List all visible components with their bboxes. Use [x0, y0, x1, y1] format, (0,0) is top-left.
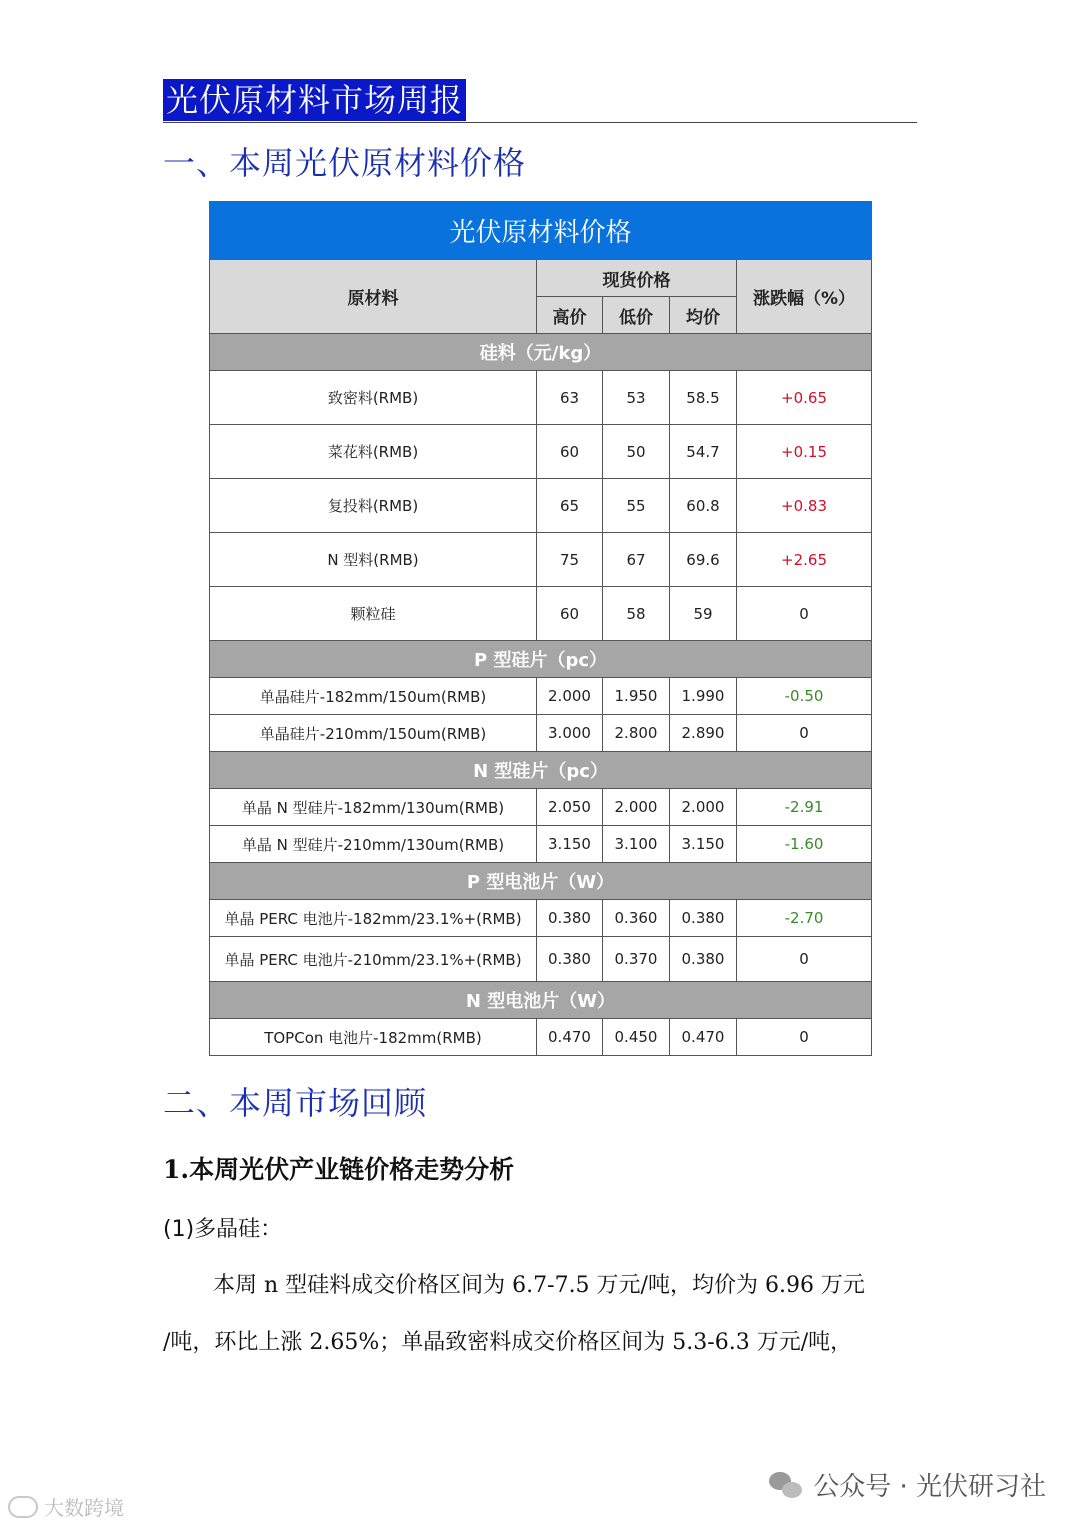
- cell-change: 0: [737, 587, 872, 641]
- cell-low: 2.800: [603, 715, 670, 752]
- cell-low: 2.000: [603, 789, 670, 826]
- cell-high: 3.150: [537, 826, 603, 863]
- cell-material: 单晶 PERC 电池片-210mm/23.1%+(RMB): [210, 937, 537, 982]
- cell-high: 0.470: [537, 1019, 603, 1056]
- subsection-heading: 1.本周光伏产业链价格走势分析: [163, 1155, 515, 1184]
- cell-material: 菜花料(RMB): [210, 425, 537, 479]
- table-row: [210, 826, 872, 863]
- cell-high: 0.380: [537, 937, 603, 982]
- cell-change: 0: [737, 1019, 872, 1056]
- header-change: 涨跌幅（%）: [737, 260, 872, 334]
- cell-avg: 54.7: [670, 425, 737, 479]
- corner-logo-text: 大数跨境: [44, 1496, 124, 1520]
- cell-avg: 1.990: [670, 678, 737, 715]
- header-spot-price: 现货价格: [537, 260, 737, 297]
- section-heading-prices: 一、本周光伏原材料价格: [163, 144, 527, 182]
- group-header: P 型电池片（W）: [210, 863, 872, 900]
- section-heading-review: 二、本周市场回顾: [163, 1084, 428, 1122]
- cell-high: 60: [537, 425, 603, 479]
- cell-material: 单晶硅片-182mm/150um(RMB): [210, 678, 537, 715]
- group-header: N 型硅片（pc）: [210, 752, 872, 789]
- cell-material: 单晶 N 型硅片-182mm/130um(RMB): [210, 789, 537, 826]
- cell-low: 50: [603, 425, 670, 479]
- cell-material: 单晶 PERC 电池片-182mm/23.1%+(RMB): [210, 900, 537, 937]
- item-label-polysilicon: (1)多晶硅：: [163, 1217, 283, 1242]
- cell-low: 0.370: [603, 937, 670, 982]
- cell-change: 0: [737, 937, 872, 982]
- header-low: 低价: [603, 297, 670, 334]
- cell-avg: 0.380: [670, 937, 737, 982]
- cell-change: +0.15: [737, 425, 872, 479]
- cell-low: 0.450: [603, 1019, 670, 1056]
- corner-logo-icon: [8, 1496, 38, 1518]
- table-banner: 光伏原材料价格: [210, 202, 872, 260]
- group-header: N 型电池片（W）: [210, 982, 872, 1019]
- cell-avg: 0.380: [670, 900, 737, 937]
- cell-high: 2.050: [537, 789, 603, 826]
- cell-material: TOPCon 电池片-182mm(RMB): [210, 1019, 537, 1056]
- wechat-icon: [769, 1470, 803, 1500]
- cell-change: +0.83: [737, 479, 872, 533]
- paragraph-line-2: /吨，环比上涨 2.65%；单晶致密料成交价格区间为 5.3-6.3 万元/吨，: [163, 1330, 853, 1355]
- cell-high: 3.000: [537, 715, 603, 752]
- cell-low: 67: [603, 533, 670, 587]
- cell-low: 53: [603, 371, 670, 425]
- cell-avg: 3.150: [670, 826, 737, 863]
- table-row: [210, 678, 872, 715]
- watermark-text: 公众号 · 光伏研习社: [813, 1472, 1046, 1502]
- cell-material: 致密料(RMB): [210, 371, 537, 425]
- title-divider: [163, 122, 917, 123]
- header-material: 原材料: [210, 260, 537, 334]
- table-row: [210, 789, 872, 826]
- table-row: [210, 425, 872, 479]
- cell-high: 65: [537, 479, 603, 533]
- cell-low: 1.950: [603, 678, 670, 715]
- header-high: 高价: [537, 297, 603, 334]
- cell-avg: 2.890: [670, 715, 737, 752]
- cell-high: 63: [537, 371, 603, 425]
- table-row: [210, 587, 872, 641]
- header-avg: 均价: [670, 297, 737, 334]
- cell-material: 颗粒硅: [210, 587, 537, 641]
- cell-change: +0.65: [737, 371, 872, 425]
- cell-change: -2.91: [737, 789, 872, 826]
- wechat-watermark: [769, 1466, 1046, 1503]
- cell-change: -1.60: [737, 826, 872, 863]
- cell-change: 0: [737, 715, 872, 752]
- cell-avg: 59: [670, 587, 737, 641]
- cell-material: 单晶 N 型硅片-210mm/130um(RMB): [210, 826, 537, 863]
- cell-low: 55: [603, 479, 670, 533]
- table-row: [210, 937, 872, 982]
- cell-change: +2.65: [737, 533, 872, 587]
- cell-avg: 0.470: [670, 1019, 737, 1056]
- cell-material: 复投料(RMB): [210, 479, 537, 533]
- cell-low: 58: [603, 587, 670, 641]
- cell-high: 75: [537, 533, 603, 587]
- document-title: 光伏原材料市场周报: [163, 79, 466, 121]
- cell-low: 0.360: [603, 900, 670, 937]
- paragraph-line-1: 本周 n 型硅料成交价格区间为 6.7-7.5 万元/吨，均价为 6.96 万元: [213, 1273, 865, 1298]
- cell-material: 单晶硅片-210mm/150um(RMB): [210, 715, 537, 752]
- cell-change: -2.70: [737, 900, 872, 937]
- table-row: [210, 715, 872, 752]
- cell-high: 2.000: [537, 678, 603, 715]
- cell-high: 60: [537, 587, 603, 641]
- cell-avg: 60.8: [670, 479, 737, 533]
- table-row: [210, 371, 872, 425]
- table-row: [210, 533, 872, 587]
- group-header: 硅料（元/kg）: [210, 334, 872, 371]
- table-row: [210, 479, 872, 533]
- corner-logo: [8, 1492, 124, 1521]
- table-row: [210, 900, 872, 937]
- group-header: P 型硅片（pc）: [210, 641, 872, 678]
- cell-avg: 2.000: [670, 789, 737, 826]
- cell-avg: 58.5: [670, 371, 737, 425]
- cell-material: N 型料(RMB): [210, 533, 537, 587]
- cell-high: 0.380: [537, 900, 603, 937]
- cell-low: 3.100: [603, 826, 670, 863]
- table-row: [210, 1019, 872, 1056]
- cell-avg: 69.6: [670, 533, 737, 587]
- price-table: [209, 201, 872, 1056]
- cell-change: -0.50: [737, 678, 872, 715]
